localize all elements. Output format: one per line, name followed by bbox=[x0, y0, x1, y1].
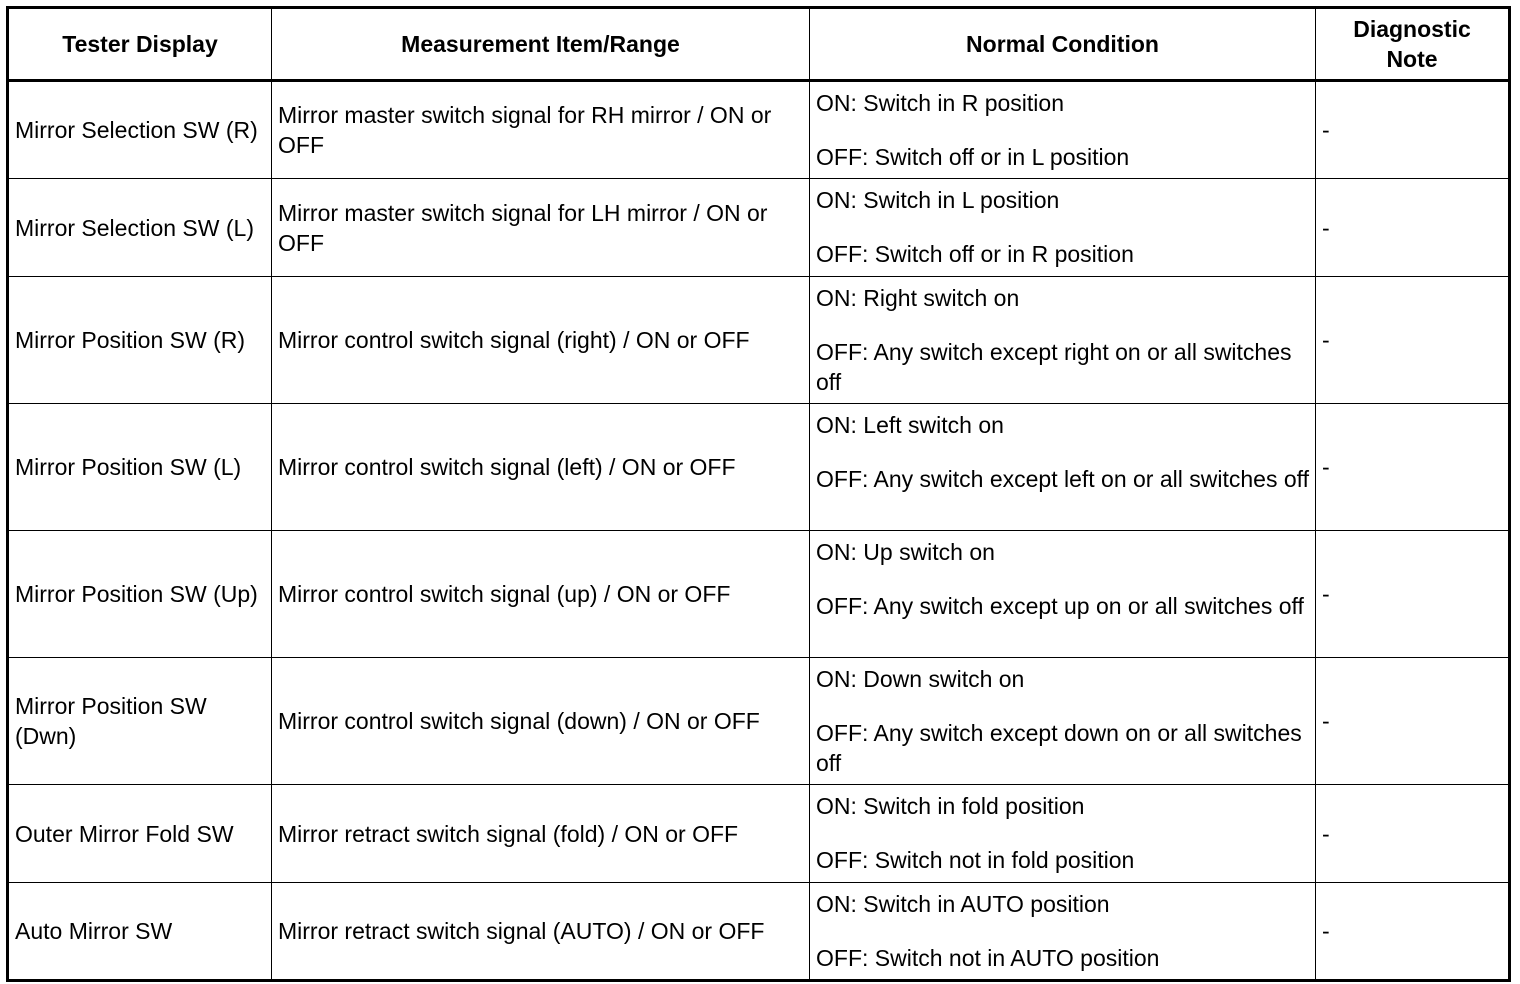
header-row bbox=[8, 8, 1510, 81]
normal-condition-cell bbox=[810, 531, 1316, 658]
diagnostic-note-cell: - bbox=[1316, 785, 1510, 883]
diagnostic-note-cell: - bbox=[1316, 658, 1510, 785]
condition-off-text: OFF: Switch not in fold position bbox=[816, 847, 1135, 873]
normal-condition-cell bbox=[810, 658, 1316, 785]
condition-on-text: ON: Right switch on bbox=[816, 285, 1020, 311]
measurement-cell: Mirror control switch signal (left) / ON or OFF bbox=[272, 404, 810, 531]
table-row bbox=[8, 81, 1510, 179]
normal-condition-cell bbox=[810, 785, 1316, 883]
diagnostic-note-cell: - bbox=[1316, 404, 1510, 531]
condition-on-text: ON: Up switch on bbox=[816, 539, 995, 565]
tester-display-cell: Mirror Position SW (Dwn) bbox=[8, 658, 272, 785]
diagnostic-note-cell: - bbox=[1316, 531, 1510, 658]
table-row bbox=[8, 277, 1510, 404]
header-tester-display: Tester Display bbox=[8, 8, 272, 81]
condition-off-text: OFF: Switch not in AUTO position bbox=[816, 945, 1160, 971]
measurement-cell: Mirror control switch signal (down) / ON or OFF bbox=[272, 658, 810, 785]
header-normal-condition: Normal Condition bbox=[810, 8, 1316, 81]
condition-off-text: OFF: Any switch except up on or all switches off bbox=[816, 593, 1304, 619]
measurement-cell: Mirror master switch signal for RH mirror / ON or OFF bbox=[272, 81, 810, 179]
table-row bbox=[8, 404, 1510, 531]
tester-display-cell: Mirror Position SW (R) bbox=[8, 277, 272, 404]
table-row bbox=[8, 658, 1510, 785]
measurement-cell: Mirror control switch signal (right) / ON or OFF bbox=[272, 277, 810, 404]
table-body bbox=[8, 81, 1510, 981]
condition-off-text: OFF: Switch off or in R position bbox=[816, 241, 1134, 267]
condition-off-text: OFF: Any switch except down on or all switches off bbox=[816, 720, 1302, 776]
normal-condition-cell bbox=[810, 277, 1316, 404]
condition-on-text: ON: Left switch on bbox=[816, 412, 1004, 438]
tester-display-cell: Auto Mirror SW bbox=[8, 883, 272, 981]
diagnostic-note-cell: - bbox=[1316, 179, 1510, 277]
normal-condition-cell bbox=[810, 179, 1316, 277]
diagnostic-note-cell: - bbox=[1316, 81, 1510, 179]
diagnostic-note-cell: - bbox=[1316, 277, 1510, 404]
normal-condition-cell bbox=[810, 883, 1316, 981]
header-measurement: Measurement Item/Range bbox=[272, 8, 810, 81]
measurement-cell: Mirror master switch signal for LH mirror / ON or OFF bbox=[272, 179, 810, 277]
diagnostic-data-table bbox=[6, 6, 1511, 982]
condition-on-text: ON: Switch in fold position bbox=[816, 793, 1085, 819]
condition-off-text: OFF: Any switch except right on or all switches off bbox=[816, 339, 1292, 395]
condition-on-text: ON: Switch in AUTO position bbox=[816, 891, 1110, 917]
tester-display-cell: Mirror Selection SW (L) bbox=[8, 179, 272, 277]
table-row bbox=[8, 883, 1510, 981]
header-diagnostic-note: Diagnostic Note bbox=[1316, 8, 1510, 81]
measurement-cell: Mirror control switch signal (up) / ON or OFF bbox=[272, 531, 810, 658]
normal-condition-cell bbox=[810, 404, 1316, 531]
tester-display-cell: Outer Mirror Fold SW bbox=[8, 785, 272, 883]
tester-display-cell: Mirror Position SW (L) bbox=[8, 404, 272, 531]
condition-off-text: OFF: Any switch except left on or all switches off bbox=[816, 466, 1309, 492]
tester-display-cell: Mirror Selection SW (R) bbox=[8, 81, 272, 179]
condition-on-text: ON: Switch in L position bbox=[816, 187, 1060, 213]
table-row bbox=[8, 531, 1510, 658]
condition-on-text: ON: Down switch on bbox=[816, 666, 1025, 692]
measurement-cell: Mirror retract switch signal (AUTO) / ON or OFF bbox=[272, 883, 810, 981]
condition-off-text: OFF: Switch off or in L position bbox=[816, 144, 1130, 170]
table-header bbox=[8, 8, 1510, 81]
table-row bbox=[8, 785, 1510, 883]
normal-condition-cell bbox=[810, 81, 1316, 179]
table-row bbox=[8, 179, 1510, 277]
condition-on-text: ON: Switch in R position bbox=[816, 90, 1064, 116]
tester-display-cell: Mirror Position SW (Up) bbox=[8, 531, 272, 658]
measurement-cell: Mirror retract switch signal (fold) / ON or OFF bbox=[272, 785, 810, 883]
diagnostic-note-cell: - bbox=[1316, 883, 1510, 981]
